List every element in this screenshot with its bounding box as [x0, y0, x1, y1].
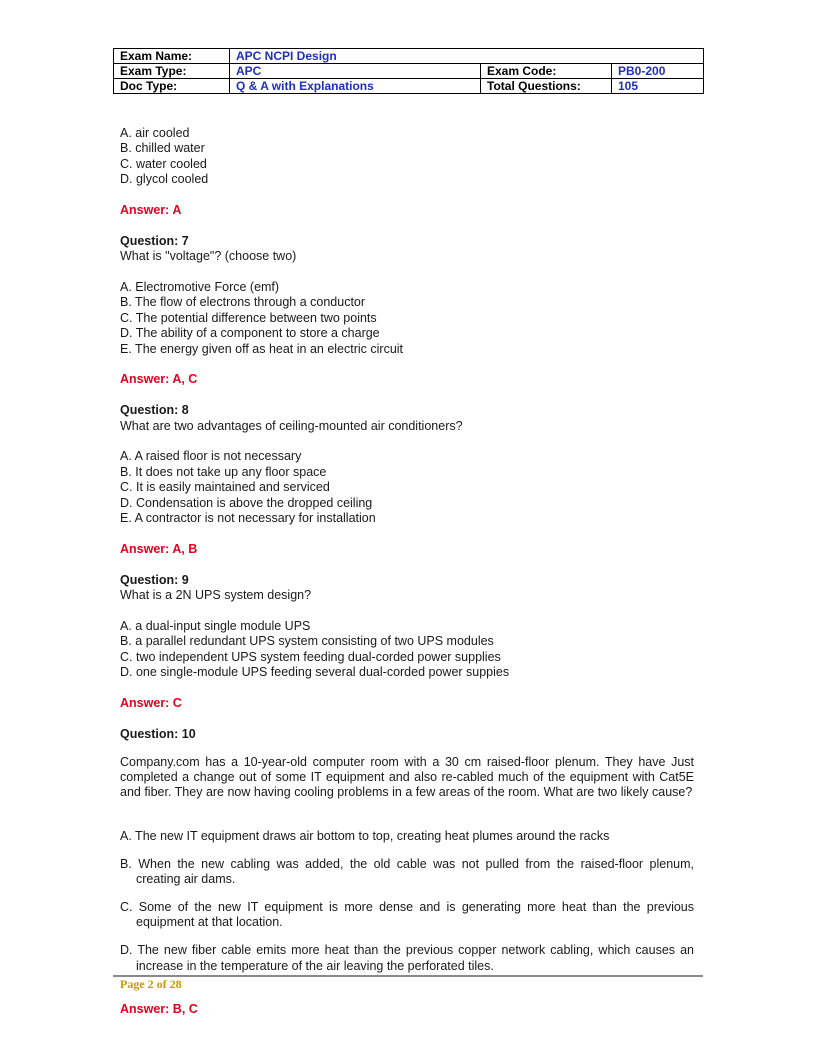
question-7-text: What is "voltage"? (choose two) [120, 249, 297, 264]
question-10-option-d: D. The new fiber cable emits more heat than the previous copper network cabling, which causes an increase in the temperature of the air leaving the perforated tiles. [120, 943, 694, 973]
previous-answer: Answer: A [120, 203, 182, 218]
question-7-option-e: E. The energy given off as heat in an electric circuit [120, 341, 404, 356]
question-8-heading: Question: 8 [120, 403, 189, 418]
question-10-answer: Answer: B, C [120, 1001, 198, 1016]
total-questions-value: 105 [612, 79, 704, 94]
question-10-option-c: C. Some of the new IT equipment is more dense and is generating more heat than the previous equipment at that location. [120, 899, 694, 930]
question-8-text: What are two advantages of ceiling-mounted air conditioners? [120, 418, 463, 433]
exam-name-value: APC NCPI Design [230, 49, 704, 64]
question-7-answer: Answer: A, C [120, 372, 198, 387]
question-10-option-b: B. When the new cabling was added, the old cable was not pulled from the raised-floor plenum, creating air dams. [120, 856, 694, 886]
question-8-option-e: E. A contractor is not necessary for installation [120, 511, 376, 526]
question-9-heading: Question: 9 [120, 572, 189, 587]
option-a: A. air cooled [120, 126, 190, 140]
question-10-text: Company.com has a 10-year-old computer room with a 30 cm raised-floor plenum. They have Just completed a change out of some IT equipment and also re-cabled much of the equipment with Cat5E and fiber. They are now having cooling problems in a few areas of the room. What are two likely cause? [120, 754, 694, 800]
question-8-option-d: D. Condensation is above the dropped ceiling [120, 495, 373, 510]
question-8-option-b: B. It does not take up any floor space [120, 464, 327, 479]
header-row-doc-type [114, 79, 704, 94]
question-8-answer: Answer: A, B [120, 541, 198, 556]
question-7-option-c: C. The potential difference between two points [120, 310, 377, 325]
exam-type-label: Exam Type: [114, 64, 230, 79]
question-8-option-c: C. It is easily maintained and serviced [120, 480, 330, 495]
exam-code-value: PB0-200 [612, 64, 704, 79]
option-c: C. water cooled [120, 156, 207, 171]
question-9-option-c: C. two independent UPS system feeding dual-corded power supplies [120, 649, 501, 664]
option-d: D. glycol cooled [120, 172, 209, 187]
question-8-option-a: A. A raised floor is not necessary [120, 449, 302, 464]
question-10-heading: Question: 10 [120, 726, 196, 741]
question-9-option-a: A. a dual-input single module UPS [120, 618, 311, 633]
exam-code-label: Exam Code: [481, 64, 612, 79]
question-9-option-b: B. a parallel redundant UPS system consisting of two UPS modules [120, 634, 494, 649]
footer-divider [113, 975, 703, 977]
exam-header-table [113, 48, 704, 94]
question-7-option-a: A. Electromotive Force (emf) [120, 280, 280, 295]
header-row-exam-type [114, 64, 704, 79]
question-9-option-d: D. one single-module UPS feeding several dual-corded power suppies [120, 665, 510, 680]
doc-type-value: Q & A with Explanations [230, 79, 481, 94]
header-row-exam-name [114, 49, 704, 64]
page-number: Page 2 of 28 [120, 977, 182, 991]
question-7-option-b: B. The flow of electrons through a conductor [120, 295, 366, 310]
question-9-answer: Answer: C [120, 695, 182, 710]
question-7-option-d: D. The ability of a component to store a charge [120, 326, 380, 341]
exam-name-label: Exam Name: [114, 49, 230, 64]
question-9-text: What is a 2N UPS system design? [120, 588, 312, 603]
total-questions-label: Total Questions: [481, 79, 612, 94]
question-10-option-a: A. The new IT equipment draws air bottom to top, creating heat plumes around the racks [120, 828, 610, 843]
exam-type-value: APC [230, 64, 481, 79]
option-b: B. chilled water [120, 141, 205, 156]
doc-type-label: Doc Type: [114, 79, 230, 94]
previous-question-options [120, 126, 694, 188]
document-body [120, 126, 694, 1017]
question-7-heading: Question: 7 [120, 233, 189, 248]
